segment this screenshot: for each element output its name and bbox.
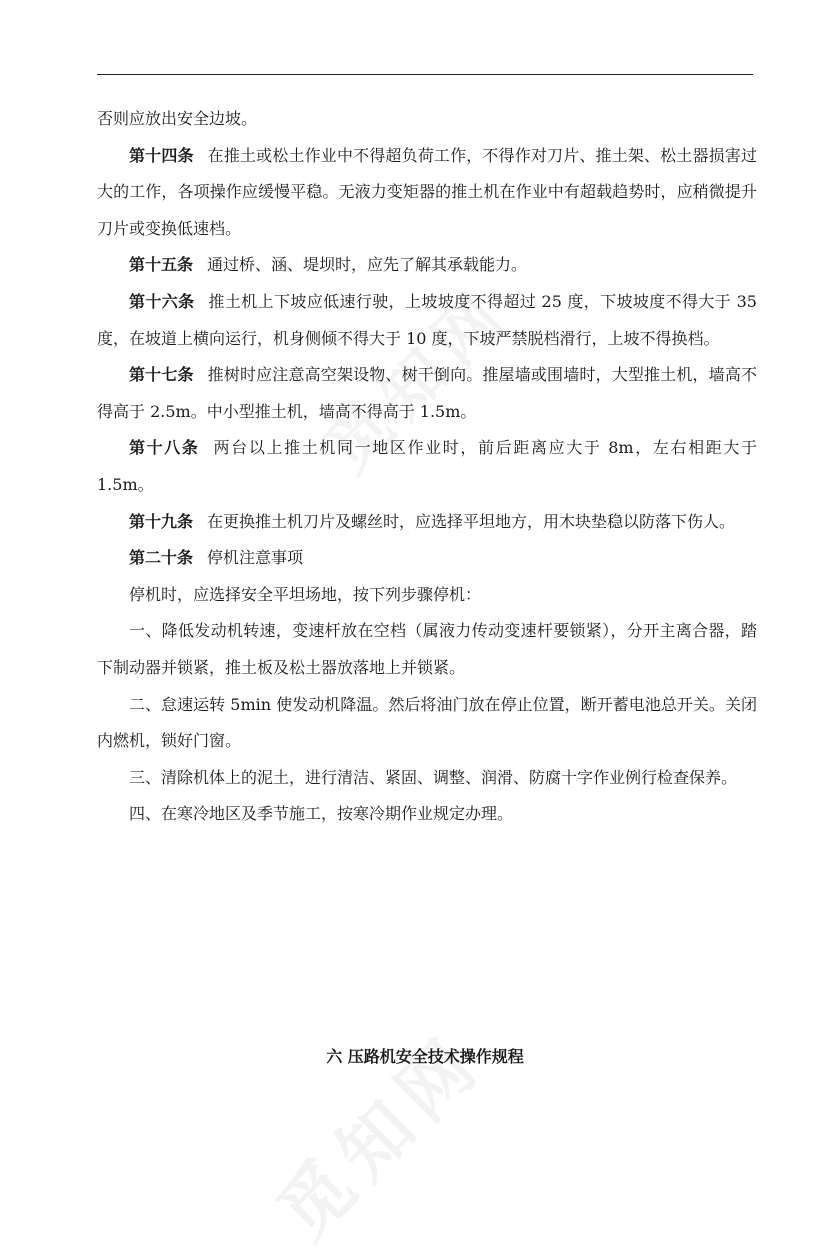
article-number: 第十五条: [129, 255, 194, 275]
header-rule: [97, 74, 753, 75]
article-18: 第十八条 两台以上推土机同一地区作业时，前后距离应大于 8m，左右相距大于 1.5m。: [97, 438, 757, 494]
step-item: 一、降低发动机转速，变速杆放在空档（属液力传动变速杆要锁紧），分开主离合器，踏下制动器并锁紧，推土板及松土器放落地上并锁紧。: [97, 621, 757, 677]
article-19: 第十九条 在更换推土机刀片及螺丝时，应选择平坦地方，用木块垫稳以防落下伤人。: [129, 511, 736, 531]
article-16: 第十六条 推土机上下坡应低速行驶，上坡坡度不得超过 25 度，下坡坡度不得大于 35 度，在坡道上横向运行，机身侧倾不得大于 10 度，下坡严禁脱档滑行，上坡不得换档。: [97, 291, 757, 348]
paragraph: 停机时，应选择安全平坦场地，按下列步骤停机：: [129, 584, 482, 604]
section-heading: 六 压路机安全技术操作规程: [326, 1047, 524, 1066]
article-number: 第十四条: [129, 145, 194, 165]
article-number: 第十八条: [129, 438, 200, 458]
document-body: [97, 101, 757, 833]
step-item: 四、在寒冷地区及季节施工，按寒冷期作业规定办理。: [129, 804, 514, 824]
step-item: 二、怠速运转 5min 使发动机降温。然后将油门放在停止位置，断开蓄电池总开关。关闭内燃机，锁好门窗。: [97, 694, 757, 751]
step-item: 三、清除机体上的泥土，进行清洁、紧固、调整、润滑、防腐十字作业例行检查保养。: [129, 767, 738, 787]
article-number: 第十七条: [129, 365, 194, 385]
article-14: 第十四条 在推土或松土作业中不得超负荷工作，不得作对刀片、推土架、松土器损害过大的工作，各项操作应缓慢平稳。无液力变矩器的推土机在作业中有超载趋势时，应稍微提升刀片或变换低速档。: [97, 145, 757, 238]
article-number: 第二十条: [129, 548, 194, 568]
paragraph: 否则应放出安全边坡。: [97, 109, 258, 128]
article-17: 第十七条 推树时应注意高空架设物、树干倒向。推屋墙或围墙时，大型推土机，墙高不得高于 2.5m。中小型推土机，墙高不得高于 1.5m。: [97, 365, 757, 421]
article-number: 第十九条: [129, 511, 194, 531]
article-number: 第十六条: [129, 291, 195, 311]
article-15: 第十五条 通过桥、涵、堤坝时，应先了解其承载能力。: [129, 255, 528, 275]
article-20: 第二十条 停机注意事项: [129, 548, 304, 568]
